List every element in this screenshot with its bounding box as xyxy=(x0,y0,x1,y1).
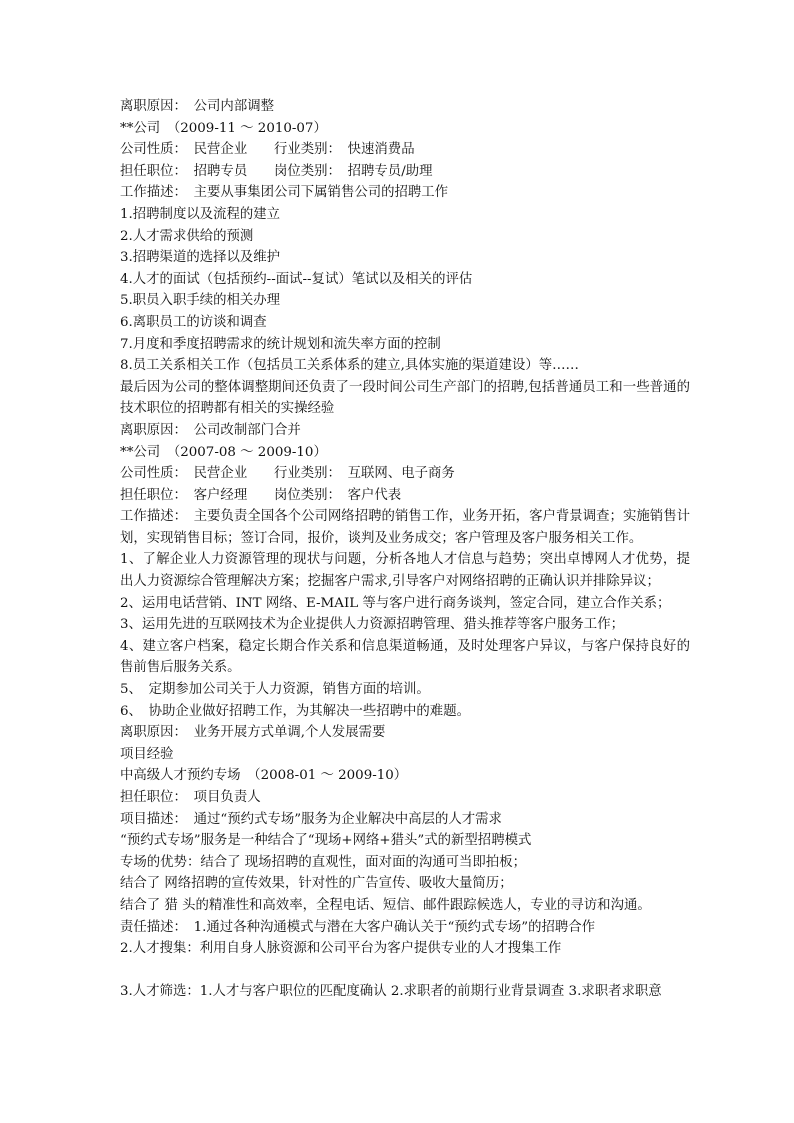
text-paragraph: 1、了解企业人力资源管理的现状与问题，分析各地人才信息与趋势；突出卓博网人才优势，提出人力资源综合管理解决方案；挖掘客户需求,引导客户对网络招聘的正确认识并排除异议； xyxy=(120,552,690,590)
text-line: 2.人才需求供给的预测 xyxy=(120,228,254,244)
text-line: 项目描述： 通过“预约式专场”服务为企业解决中高层的人才需求 xyxy=(120,811,502,827)
text-line: 5、 定期参加公司关于人力资源，销售方面的培训。 xyxy=(120,682,430,698)
text-line: 2、运用电话营销、INT 网络、E-MAIL 等与客户进行商务谈判，签定合同，建立合作关系； xyxy=(120,595,671,611)
text-line: 3.招聘渠道的选择以及维护 xyxy=(120,250,281,266)
text-line: “预约式专场”服务是一种结合了“现场+网络+猎头”式的新型招聘模式 xyxy=(120,833,532,849)
text-line: 公司性质： 民营企业 行业类别： 互联网、电子商务 xyxy=(120,466,455,482)
text-line: 担任职位： 招聘专员 岗位类别： 招聘专员/助理 xyxy=(120,163,433,179)
text-line: 6.离职员工的访谈和调查 xyxy=(120,314,267,330)
text-line: 责任描述： 1.通过各种沟通模式与潜在大客户确认关于“预约式专场”的招聘合作 xyxy=(120,919,596,935)
text-line: 结合了 网络招聘的宣传效果，针对性的广告宣传、吸收大量简历； xyxy=(120,876,513,892)
text-line: 公司性质： 民营企业 行业类别： 快速消费品 xyxy=(120,142,415,158)
text-line: 离职原因： 公司改制部门合并 xyxy=(120,422,301,438)
text-line: 7.月度和季度招聘需求的统计规划和流失率方面的控制 xyxy=(120,336,441,352)
text-line: 中高级人才预约专场 （2008-01 ～ 2009-10） xyxy=(120,768,408,784)
text-line: 3、运用先进的互联网技术为企业提供人力资源招聘管理、猎头推荐等客户服务工作； xyxy=(120,617,624,633)
section-heading: 项目经验 xyxy=(120,746,174,762)
text-line: 1.招聘制度以及流程的建立 xyxy=(120,206,281,222)
text-line: 2.人才搜集：利用自身人脉资源和公司平台为客户提供专业的人才搜集工作 xyxy=(120,941,562,957)
text-line: 结合了 猎 头的精准性和高效率，全程电话、短信、邮件跟踪候选人，专业的寻访和沟通。 xyxy=(120,897,651,913)
document-body xyxy=(120,96,690,1003)
text-line: **公司 （2009-11 ～ 2010-07） xyxy=(120,120,327,136)
text-line: 3.人才筛选：1.人才与客户职位的匹配度确认 2.求职者的前期行业背景调查 3.求职者求职意 xyxy=(120,984,662,1000)
blank-line xyxy=(120,960,690,982)
text-line: 离职原因： 公司内部调整 xyxy=(120,99,274,114)
text-line: 5.职员入职手续的相关办理 xyxy=(120,293,281,309)
text-paragraph: 4、建立客户档案，稳定长期合作关系和信息渠道畅通，及时处理客户异议，与客户保持良好的售前售后服务关系。 xyxy=(120,638,690,676)
text-line: 离职原因： 业务开展方式单调,个人发展需要 xyxy=(120,725,386,741)
text-line: 8.员工关系相关工作（包括员工关系体系的建立,具体实施的渠道建设）等…… xyxy=(120,358,579,374)
text-line: 专场的优势：结合了 现场招聘的直观性，面对面的沟通可当即拍板； xyxy=(120,854,526,870)
text-line: 担任职位： 项目负责人 xyxy=(120,790,261,805)
text-line: 担任职位： 客户经理 岗位类别： 客户代表 xyxy=(120,487,402,503)
text-paragraph: 最后因为公司的整体调整期间还负责了一段时间公司生产部门的招聘,包括普通员工和一些普通的技术职位的招聘都有相关的实操经验 xyxy=(120,379,690,417)
text-line: **公司 （2007-08 ～ 2009-10） xyxy=(120,444,327,460)
text-line: 4.人才的面试（包括预约--面试--复试）笔试以及相关的评估 xyxy=(120,271,473,287)
text-line: 工作描述： 主要从事集团公司下属销售公司的招聘工作 xyxy=(120,185,449,201)
text-line: 6、 协助企业做好招聘工作，为其解决一些招聘中的难题。 xyxy=(120,703,470,719)
text-paragraph: 工作描述： 主要负责全国各个公司网络招聘的销售工作，业务开拓，客户背景调查；实施销售计划，实现销售目标；签订合同，报价，谈判及业务成交；客户管理及客户服务相关工作。 xyxy=(120,509,690,546)
